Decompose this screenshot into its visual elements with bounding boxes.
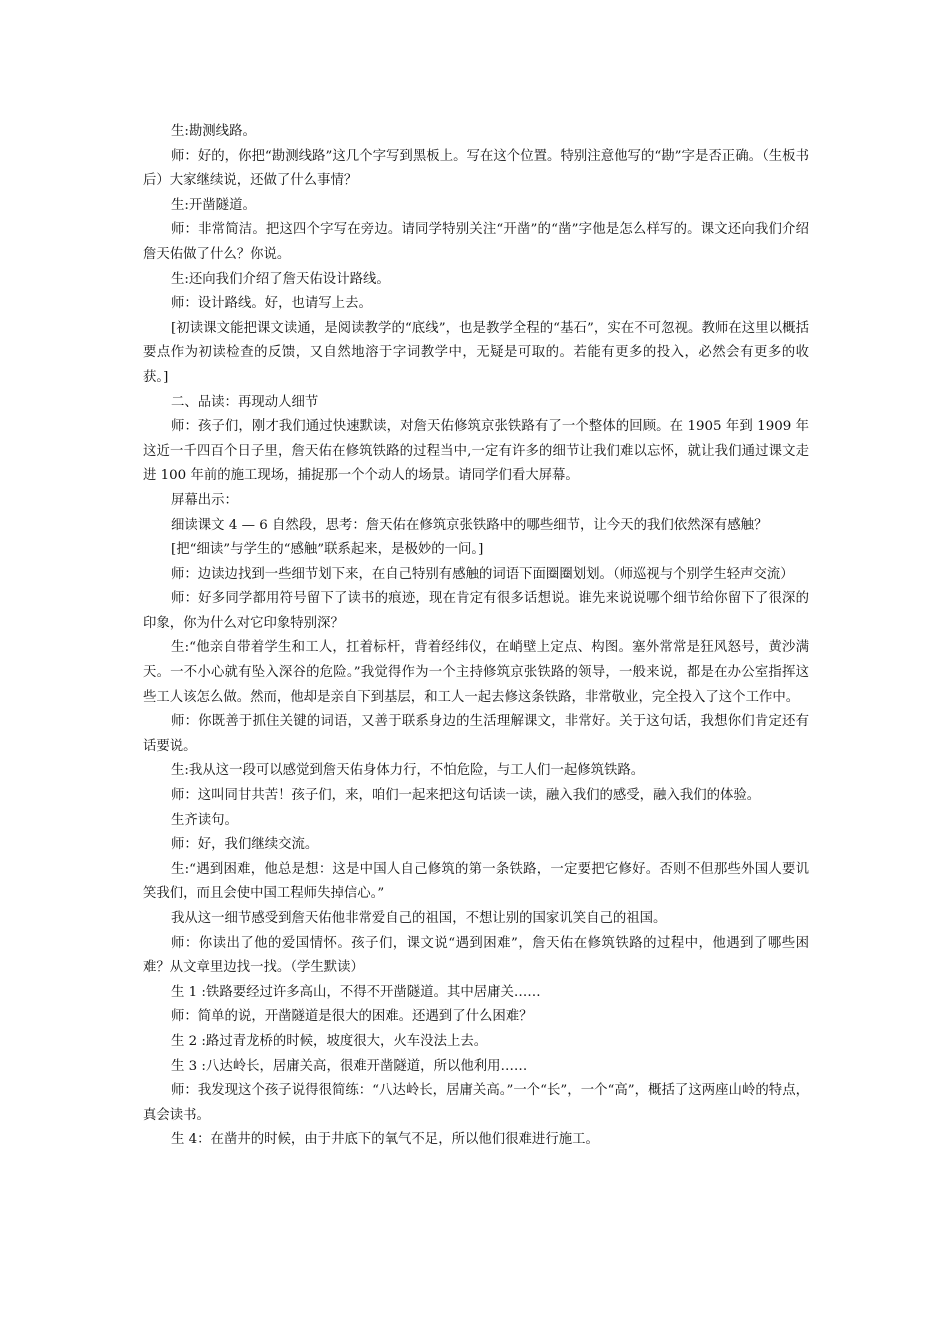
paragraph-21: 生:“遇到困难，他总是想：这是中国人自己修筑的第一条铁路，一定要把它修好。否则不但那些外国人要讥笑我们，而且会使中国工程师失掉信心。” <box>143 861 809 902</box>
paragraph-13: 师：边读边找到一些细节划下来，在自己特别有感触的词语下面圈圈划划。（师巡视与个别学生轻声交流） <box>171 566 794 582</box>
paragraph-28: 师：我发现这个孩子说得很简练：“八达岭长，居庸关高。”一个“长”，一个“高”，概括了这两座山岭的特点，真会读书。 <box>143 1083 809 1123</box>
paragraph-24: 生 1 :铁路要经过许多高山，不得不开凿隧道。其中居庸关…… <box>171 984 541 1000</box>
paragraph-3: 生:开凿隧道。 <box>171 197 256 213</box>
paragraph-23: 师：你读出了他的爱国情怀。孩子们，课文说“遇到困难”，詹天佑在修筑铁路的过程中，他遇到了哪些困难？从文章里边找一找。（学生默读） <box>143 935 809 976</box>
paragraph-1: 生:勘测线路。 <box>171 124 256 139</box>
section-heading: 二、品读：再现动人细节 <box>171 394 319 410</box>
paragraph-9: 师：孩子们，刚才我们通过快速默读，对詹天佑修筑京张铁路有了一个整体的回顾。在 1905 年到 1909 年这近一千四百个日子里，詹天佑在修筑铁路的过程当中,一定有许多的细节让我们难以忘怀，就让我们通过课文走进 100 年前的施工现场，捕捉那一个个动人的场景。请同学们看大屏幕。 <box>143 419 809 484</box>
paragraph-18: 师：这叫同甘共苦！孩子们，来，咱们一起来把这句话读一读，融入我们的感受，融入我们的体验。 <box>171 788 761 804</box>
document-page <box>143 120 809 1153</box>
paragraph-20: 师：好，我们继续交流。 <box>171 837 319 853</box>
paragraph-2: 师：好的，你把“勘测线路”这几个字写到黑板上。写在这个位置。特别注意他写的“勘”字是否正确。（生板书后）大家继续说，还做了什么事情？ <box>143 148 809 189</box>
commentary-note-2: [把“细读”与学生的“感触”联系起来，是极妙的一问。] <box>171 542 484 558</box>
paragraph-10: 屏幕出示： <box>171 492 238 508</box>
paragraph-15: 生:“他亲自带着学生和工人，扛着标杆，背着经纬仪，在峭壁上定点、构图。塞外常常是狂风怒号，黄沙满天。一不小心就有坠入深谷的危险。”我觉得作为一个主持修筑京张铁路的领导，一般来说，都是在办公室指挥这些工人该怎么做。然而，他却是亲自下到基层，和工人一起去修这条铁路，非常敬业，完全投入了这个工作中。 <box>143 640 809 705</box>
paragraph-5: 生:还向我们介绍了詹天佑设计路线。 <box>171 271 390 287</box>
paragraph-14: 师：好多同学都用符号留下了读书的痕迹，现在肯定有很多话想说。谁先来说说哪个细节给你留下了很深的印象，你为什么对它印象特别深？ <box>143 591 809 631</box>
paragraph-4: 师：非常简洁。把这四个字写在旁边。请同学特别关注“开凿”的“凿”字他是怎么样写的。课文还向我们介绍詹天佑做了什么？你说。 <box>143 222 809 262</box>
paragraph-26: 生 2 :路过青龙桥的时候，坡度很大，火车没法上去。 <box>171 1033 488 1049</box>
paragraph-16: 师：你既善于抓住关键的词语，又善于联系身边的生活理解课文，非常好。关于这句话，我想你们肯定还有话要说。 <box>143 714 809 754</box>
paragraph-6: 师：设计路线。好，也请写上去。 <box>171 296 372 312</box>
screen-prompt: 细读课文 4 — 6 自然段，思考：詹天佑在修筑京张铁路中的哪些细节，让今天的我们依然深有感触？ <box>171 517 768 533</box>
paragraph-17: 生:我从这一段可以感觉到詹天佑身体力行，不怕危险，与工人们一起修筑铁路。 <box>171 763 645 779</box>
commentary-note-1: [初读课文能把课文读通，是阅读教学的“底线”，也是教学全程的“基石”，实在不可忽视。教师在这里以概括要点作为初读检查的反馈，又自然地溶于字词教学中，无疑是可取的。若能有更多的投入，必然会有更多的收获。] <box>143 320 809 385</box>
paragraph-29: 生 4：在凿井的时候，由于井底下的氧气不足，所以他们很难进行施工。 <box>171 1132 599 1148</box>
paragraph-25: 师：简单的说，开凿隧道是很大的困难。还遇到了什么困难？ <box>171 1009 533 1025</box>
paragraph-27: 生 3 :八达岭长，居庸关高，很难开凿隧道，所以他利用…… <box>171 1058 528 1074</box>
paragraph-22: 我从这一细节感受到詹天佑他非常爱自己的祖国，不想让别的国家讥笑自己的祖国。 <box>171 911 667 926</box>
paragraph-19: 生齐读句。 <box>171 812 238 828</box>
